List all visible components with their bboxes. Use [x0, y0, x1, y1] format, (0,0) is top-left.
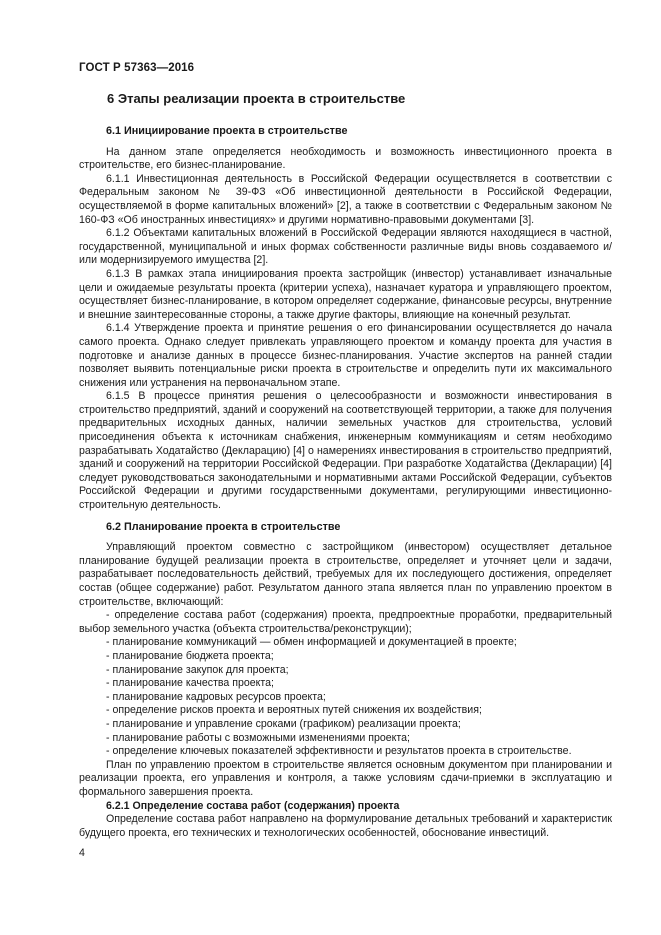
list-item: - планирование коммуникаций — обмен информацией и документацией в проекте;	[106, 636, 517, 649]
document-body	[79, 125, 612, 840]
paragraph: На данном этапе определяется необходимость и возможность инвестиционного проекта в строительстве, его бизнес-планирование.	[79, 145, 612, 172]
list-item: - определение рисков проекта и вероятных путей снижения их воздействия;	[106, 704, 482, 717]
list-item: - планирование кадровых ресурсов проекта;	[106, 690, 326, 703]
subsection-heading-6-2-1: 6.2.1 Определение состава работ (содержания) проекта	[106, 799, 400, 812]
paragraph-6-1-5: 6.1.5 В процессе принятия решения о целесообразности и возможности инвестирования в строительство предприятий, зданий и сооружений на соответствующей территории, а также для получения предварительных исходных данных, наличии земельных участков для строительства, условий присоединения объекта к источникам снабжения, инженерным коммуникациям и сетям необходимо разрабатывать Ходатайство (Декларацию) [4] о намерениях инвестирования в строительство предприятий, зданий и сооружений на территории Российской Федерации. При разработке Ходатайства (Декларации) [4] следует руководствоваться законодательными и нормативными актами Российской Федерации, субъектов Российской Федерации и другими государственными документами, регулирующими инвестиционно-строительную деятельность.	[79, 390, 612, 512]
page-number: 4	[79, 847, 85, 859]
paragraph-6-2-intro: Управляющий проектом совместно с застройщиком (инвестором) осуществляет детальное планирование будущей реализации проекта в строительстве, определяет и уточняет цели и задачи, разрабатывает последовательность действий, требуемых для их последующего достижения, определяет состав (общее содержание) работ. Результатом данного этапа является план по управлению проектом в строительстве, включающий:	[79, 541, 612, 608]
section-title: 6 Этапы реализации проекта в строительстве	[107, 91, 406, 106]
list-item: - планирование качества проекта;	[106, 677, 274, 690]
paragraph-6-2-closing: План по управлению проектом в строительстве является основным документом при планировании и реализации проекта, его управления и контроля, а также условиям сдачи-приемки в эксплуатацию и формального завершения проекта.	[79, 758, 612, 798]
paragraph-6-1-4: 6.1.4 Утверждение проекта и принятие решения о его финансировании осуществляется до начала самого проекта. Однако следует привлекать управляющего проектом и команду проекта для участия в подготовке и анализе данных в процессе бизнес-планирования. Участие экспертов на ранней стадии позволяет выявить потенциальные риски проекта в строительстве и определить пути их максимального снижения или устранения на первоначальном этапе.	[79, 322, 612, 389]
paragraph-6-1-2: 6.1.2 Объектами капитальных вложений в Российской Федерации являются находящиеся в частной, государственной, муниципальной и иных формах собственности различные виды вновь создаваемого и/или модернизируемого имущества [2].	[79, 227, 612, 267]
subsection-heading-6-1: 6.1 Инициирование проекта в строительстве	[106, 125, 348, 137]
subsection-heading-6-2: 6.2 Планирование проекта в строительстве	[106, 520, 341, 533]
list-item: - планирование закупок для проекта;	[106, 663, 289, 676]
paragraph-6-1-3: 6.1.3 В рамках этапа инициирования проекта застройщик (инвестор) устанавливает изначальные цели и ожидаемые результаты проекта (критерии успеха), назначает куратора и управляющего проектом, осуществляет бизнес-планирование, в котором определяет содержание, финансовые ресурсы, внутренние и внешние заинтересованные стороны, а также другие факторы, влияющие на конечный результат.	[79, 267, 612, 321]
list-item: - определение состава работ (содержания) проекта, предпроектные проработки, предварительный выбор земельного участка (объекта строительства/реконструкции);	[79, 609, 612, 635]
list-item: - определение ключевых показателей эффективности и результатов проекта в строительстве.	[106, 745, 572, 758]
paragraph-6-1-1: 6.1.1 Инвестиционная деятельность в Российской Федерации осуществляется в соответствии с Федеральным законом № 39-ФЗ «Об инвестиционной деятельности в Российской Федерации, осуществляемой в форме капитальных вложений» [2], а также в соответствии с Федеральным законом № 160-ФЗ «Об иностранных инвестициях» и другими нормативно-правовыми документами [3].	[79, 172, 612, 226]
paragraph-6-2-1: Определение состава работ направлено на формулирование детальных требований и характеристик будущего проекта, его технических и технологических особенностей, обоснование инвестиций.	[79, 813, 612, 839]
list-item: - планирование бюджета проекта;	[106, 649, 274, 662]
document-header: ГОСТ Р 57363—2016	[79, 62, 195, 74]
list-item: - планирование и управление сроками (графиком) реализации проекта;	[106, 717, 461, 730]
list-item: - планирование работы с возможными изменениями проекта;	[106, 731, 410, 744]
